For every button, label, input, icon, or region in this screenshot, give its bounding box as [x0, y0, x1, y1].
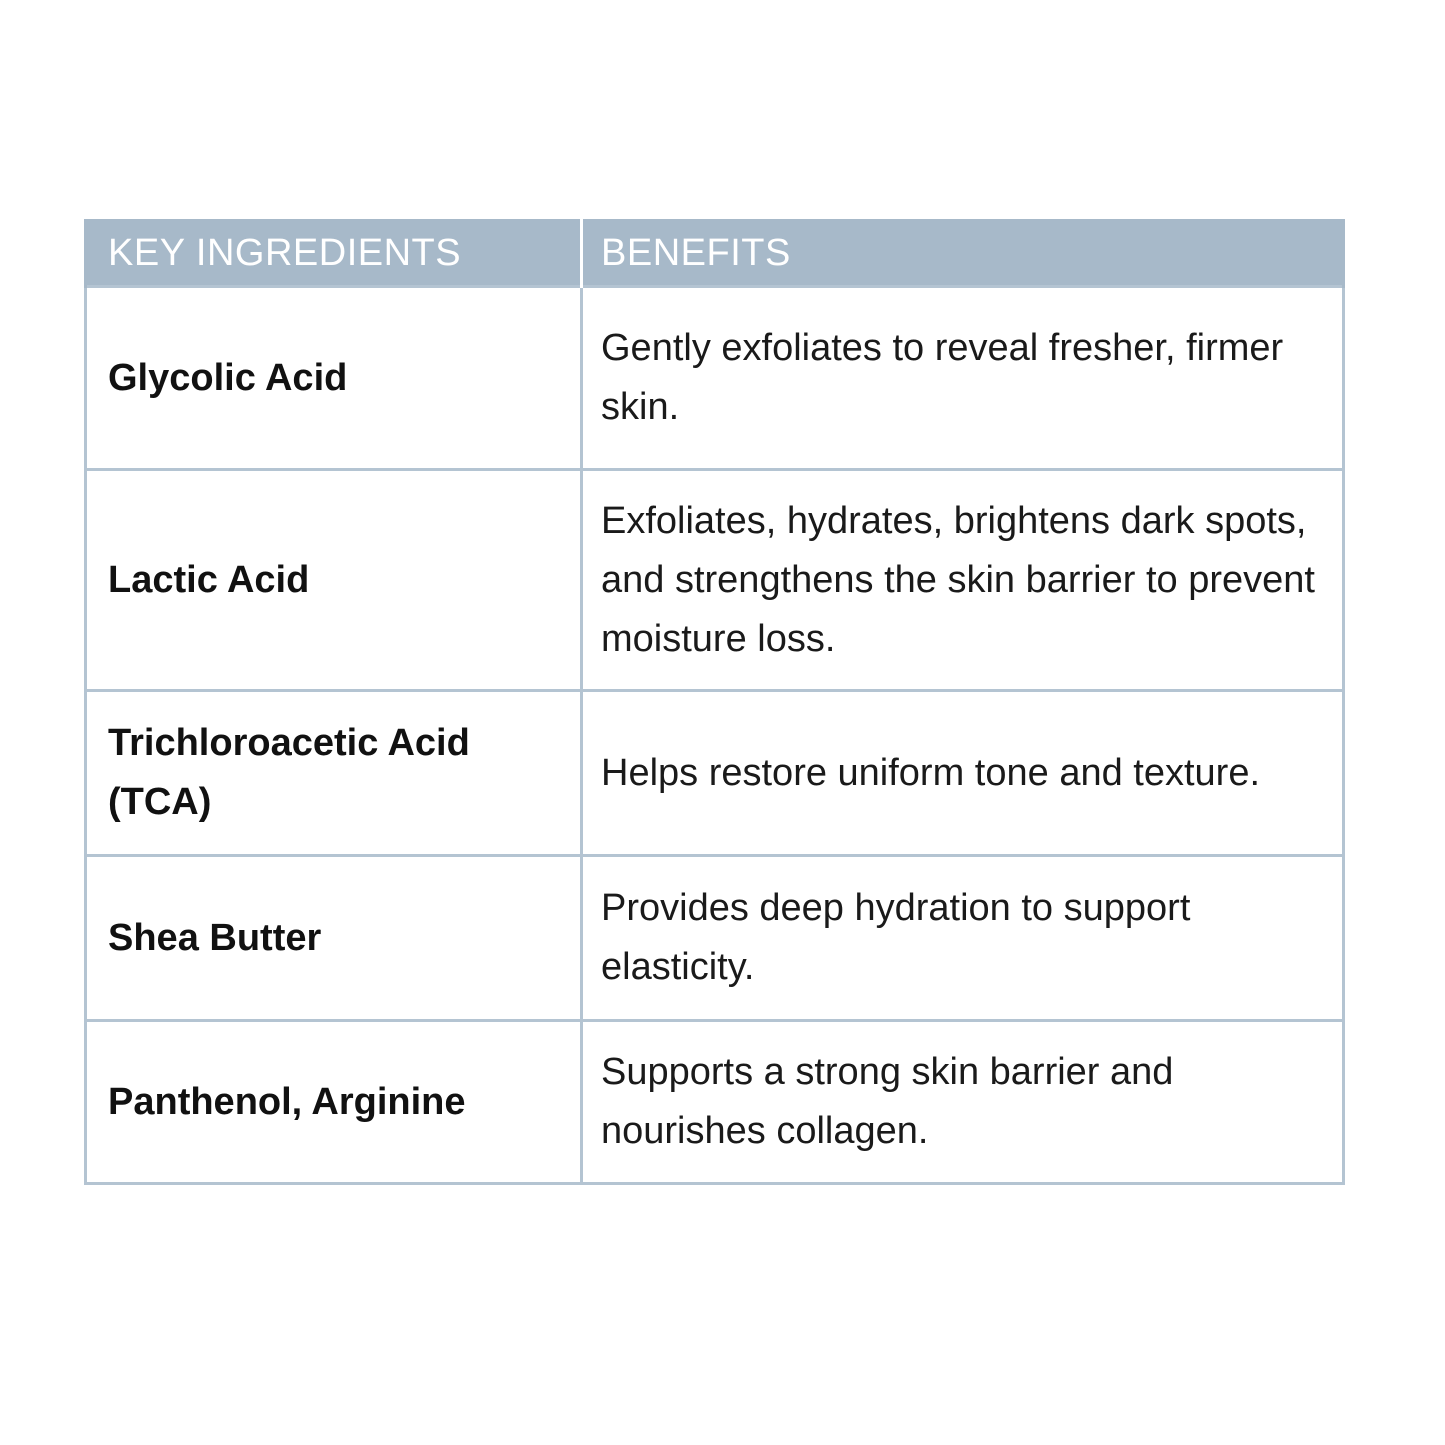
table-body [86, 287, 1344, 1184]
table-row [86, 1021, 1344, 1184]
benefit-cell: Exfoliates, hydrates, brightens dark spots, and strengthens the skin barrier to prevent moisture loss. [582, 470, 1344, 691]
table-row [86, 856, 1344, 1021]
header-benefits: BENEFITS [582, 221, 1344, 287]
benefit-cell: Provides deep hydration to support elasticity. [582, 856, 1344, 1021]
ingredient-cell: Panthenol, Arginine [86, 1021, 582, 1184]
benefit-cell: Supports a strong skin barrier and nourishes collagen. [582, 1021, 1344, 1184]
ingredient-cell: Shea Butter [86, 856, 582, 1021]
ingredients-table-container [84, 219, 1342, 1185]
header-key-ingredients: KEY INGREDIENTS [86, 221, 582, 287]
ingredient-cell: Lactic Acid [86, 470, 582, 691]
table-row [86, 691, 1344, 856]
table-row [86, 287, 1344, 470]
ingredient-cell: Glycolic Acid [86, 287, 582, 470]
benefit-cell: Gently exfoliates to reveal fresher, firmer skin. [582, 287, 1344, 470]
table-header [86, 221, 1344, 287]
ingredient-cell: Trichloroacetic Acid (TCA) [86, 691, 582, 856]
benefit-cell: Helps restore uniform tone and texture. [582, 691, 1344, 856]
header-row [86, 221, 1344, 287]
ingredients-table [84, 219, 1345, 1185]
table-row [86, 470, 1344, 691]
